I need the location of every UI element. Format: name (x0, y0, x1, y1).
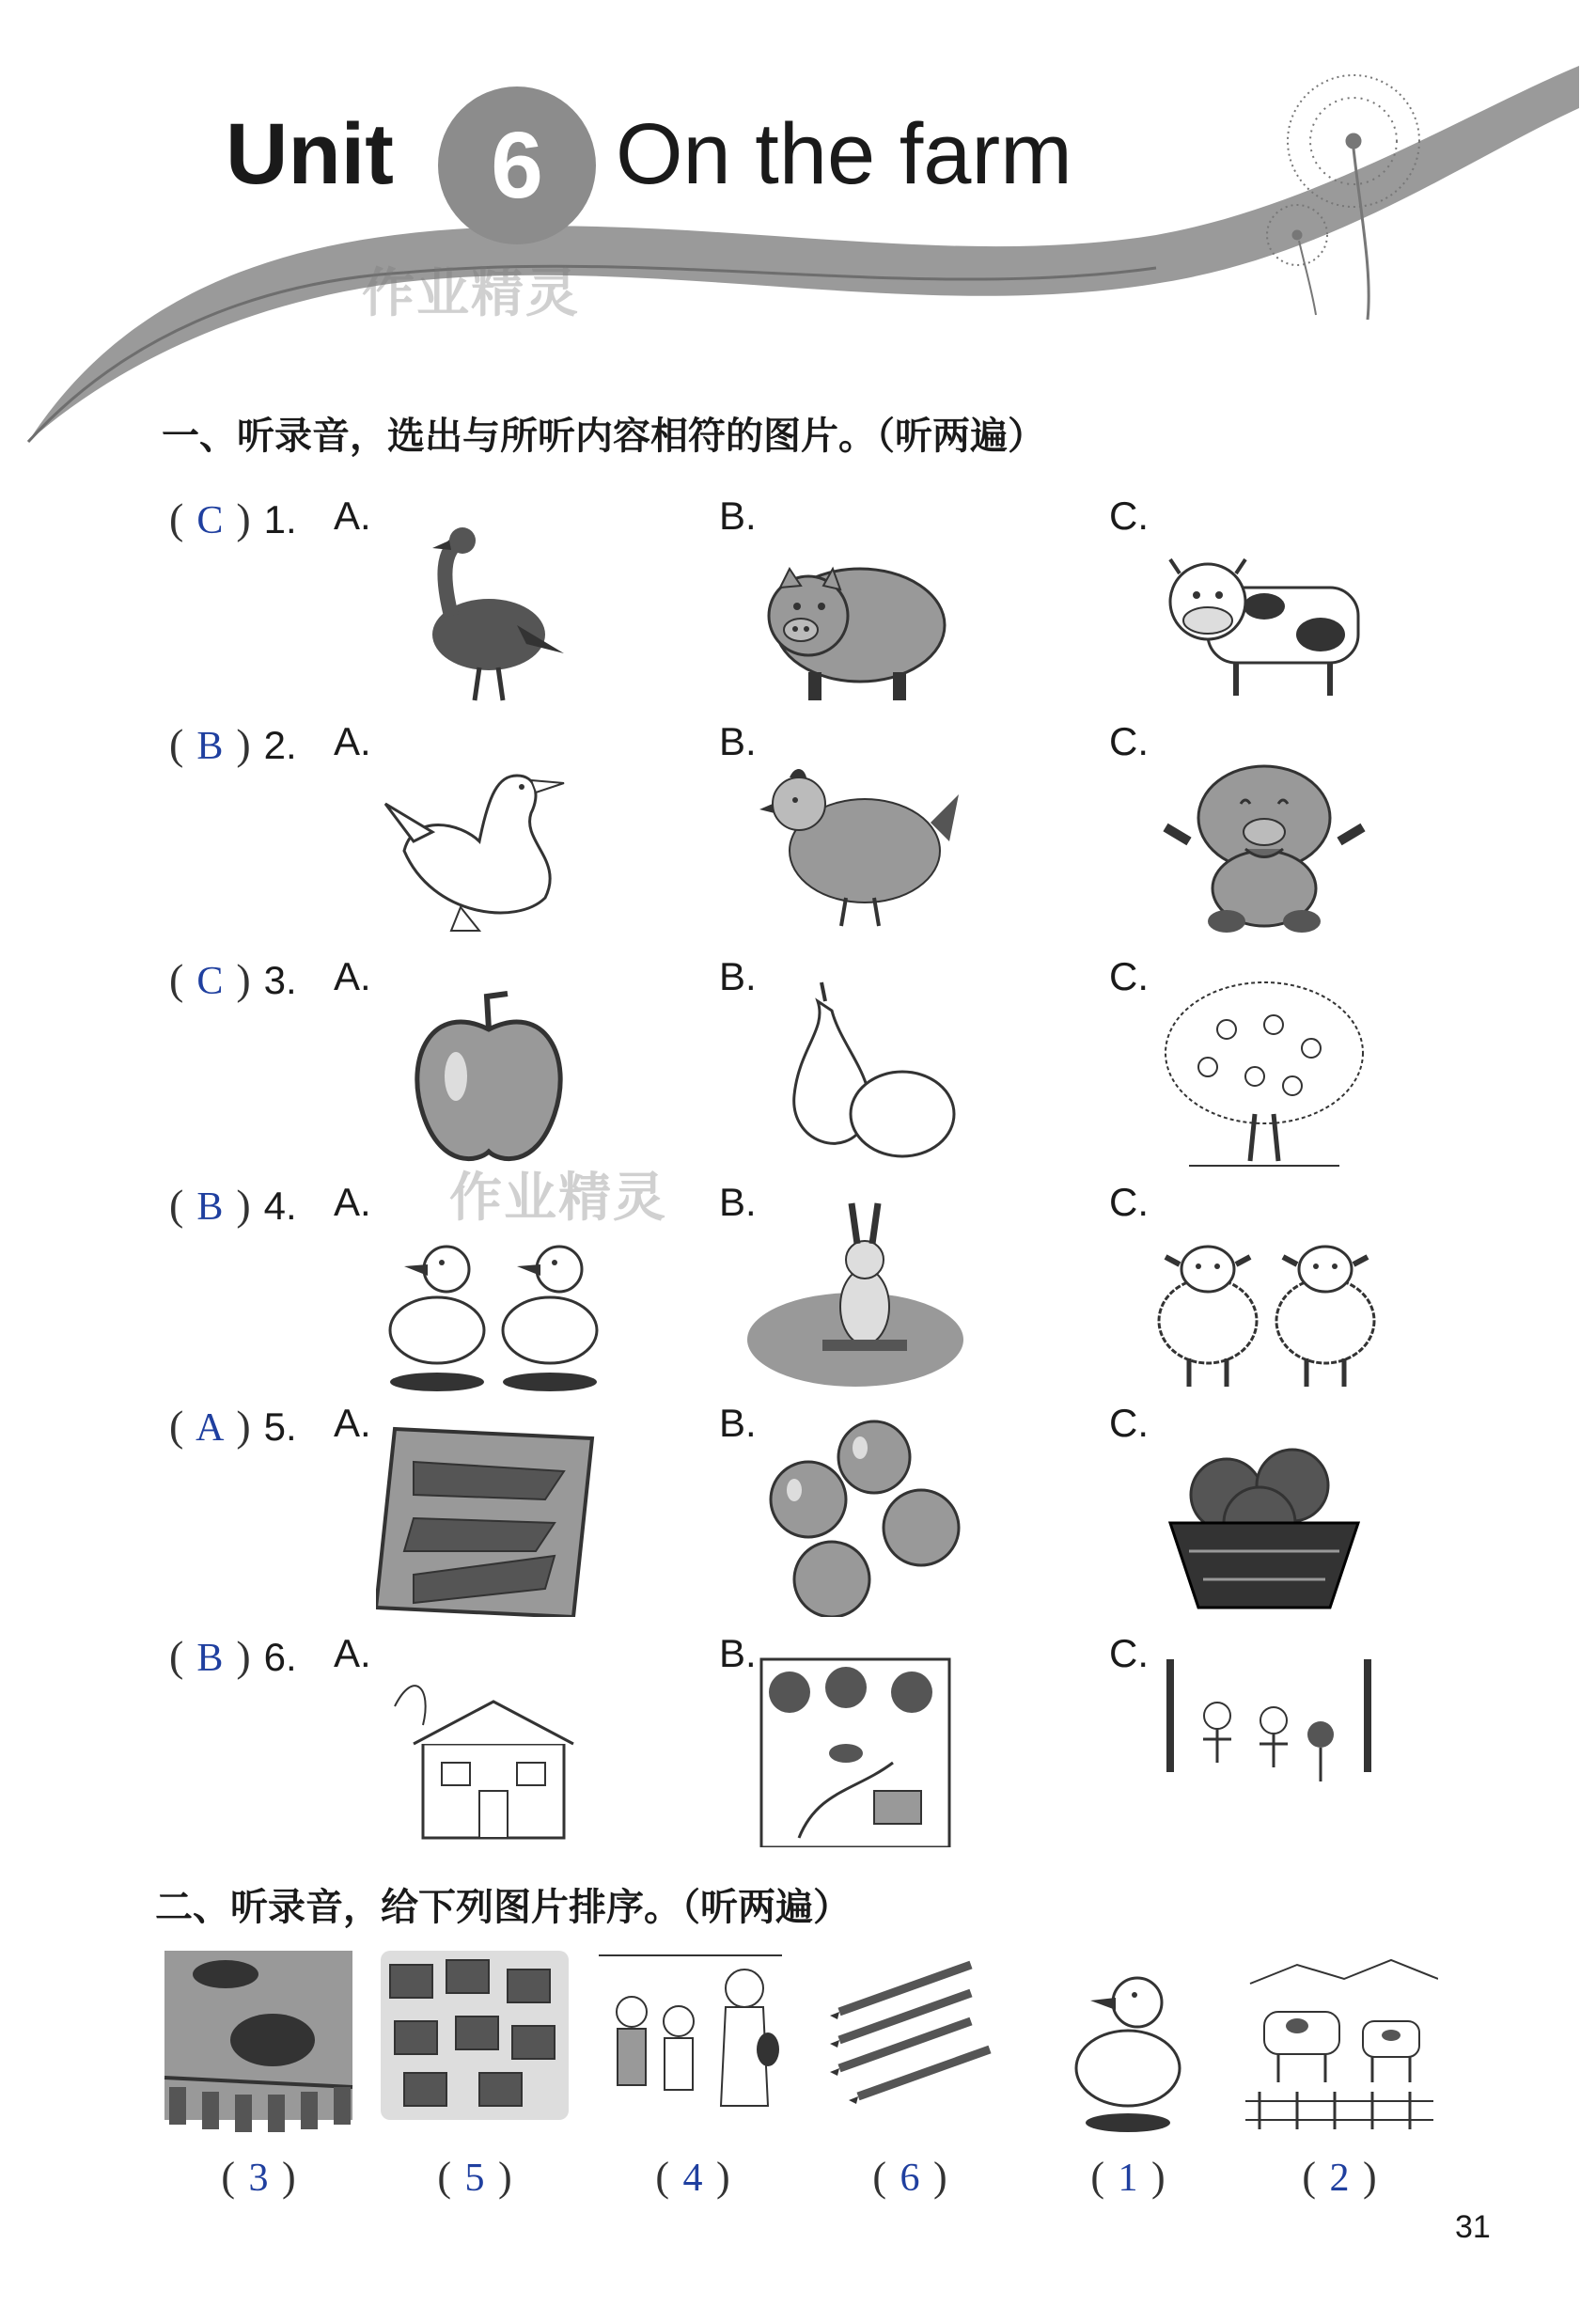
farm-icon (743, 1650, 968, 1847)
answer-blank[interactable]: C (196, 960, 224, 1003)
page-number: 31 (1455, 2209, 1491, 2245)
answer-blank[interactable]: C (196, 499, 224, 542)
question-prefix (169, 1180, 297, 1230)
question-prefix (169, 719, 297, 769)
question-number: 4. (263, 1184, 297, 1228)
carrots-icon (376, 1420, 602, 1617)
answer-blank[interactable]: B (196, 1185, 224, 1229)
option-picture[interactable] (1151, 1199, 1377, 1396)
open-paren: ( (169, 1181, 184, 1229)
open-paren: ( (169, 720, 184, 768)
option-picture[interactable] (743, 1199, 968, 1396)
option-letter: C. (1109, 1401, 1149, 1445)
answer-blank[interactable]: 4 (682, 2157, 703, 2200)
question-row (0, 1612, 1596, 1838)
open-paren: ( (221, 2154, 235, 2200)
goose-icon (376, 512, 602, 710)
pigs-pen-icon (160, 1946, 357, 2134)
answer-blank[interactable]: 2 (1329, 2157, 1350, 2200)
option-letter: A. (334, 1631, 371, 1675)
ordering-picture[interactable] (1241, 1946, 1438, 2138)
section2-heading: 二、听录音，给下列图片排序。（听两遍） (155, 1886, 851, 1929)
people-icon (594, 1946, 791, 2134)
close-paren: ) (1151, 2154, 1166, 2200)
option-picture[interactable] (376, 1199, 602, 1396)
close-paren: ) (716, 2154, 730, 2200)
option-picture[interactable] (1151, 512, 1377, 710)
question-row (0, 1161, 1596, 1387)
option-letter: B. (719, 719, 757, 763)
question-row (0, 935, 1596, 1161)
unit-label: Unit (226, 106, 394, 202)
piglet-icon (1151, 738, 1377, 935)
watermark: 作业精灵 (362, 263, 580, 324)
answer-blank[interactable]: 3 (248, 2157, 269, 2200)
option-picture[interactable] (743, 1420, 968, 1617)
question-number: 6. (263, 1635, 297, 1679)
tomatoes-icon (743, 1420, 968, 1617)
unit-number-badge: 6 (438, 86, 596, 244)
ordering-answer (1029, 2153, 1227, 2201)
apple-tree-icon (1151, 973, 1377, 1170)
open-paren: ( (169, 955, 184, 1003)
answer-blank[interactable]: 6 (900, 2157, 920, 2200)
ordering-answer (811, 2153, 1009, 2201)
question-row (0, 700, 1596, 926)
park-icon (1151, 1650, 1377, 1847)
ordering-picture[interactable] (811, 1946, 1009, 2138)
open-paren: ( (872, 2154, 886, 2200)
fruit-basket-icon (1151, 1420, 1377, 1617)
close-paren: ) (236, 1402, 251, 1450)
ordering-picture[interactable] (160, 1946, 357, 2138)
option-letter: C. (1109, 954, 1149, 998)
open-paren: ( (1090, 2154, 1104, 2200)
question-row (0, 1382, 1596, 1608)
school-icon (376, 1650, 602, 1847)
duck-icon (1029, 1946, 1227, 2134)
ordering-picture[interactable] (594, 1946, 791, 2138)
option-letter: C. (1109, 1180, 1149, 1224)
option-letter: A. (334, 1180, 371, 1224)
option-picture[interactable] (376, 512, 602, 710)
question-number: 3. (263, 958, 297, 1002)
answer-blank[interactable]: B (196, 725, 224, 768)
photos-icon (376, 1946, 573, 2134)
option-letter: C. (1109, 1631, 1149, 1675)
option-picture[interactable] (376, 973, 602, 1170)
option-letter: B. (719, 1401, 757, 1445)
goose-pair-icon (376, 738, 602, 935)
close-paren: ) (498, 2154, 512, 2200)
question-row (0, 475, 1596, 700)
watermark: 作业精灵 (449, 1168, 667, 1229)
option-picture[interactable] (1151, 1650, 1377, 1847)
option-letter: A. (334, 494, 371, 538)
option-letter: B. (719, 954, 757, 998)
ducks-icon (376, 1199, 602, 1396)
unit-title: On the farm (616, 106, 1072, 202)
option-picture[interactable] (743, 973, 968, 1170)
open-paren: ( (437, 2154, 451, 2200)
sheep-icon (1151, 1199, 1377, 1396)
hen-icon (743, 738, 968, 935)
ordering-answer (376, 2153, 573, 2201)
cow-icon (1151, 512, 1377, 710)
question-number: 5. (263, 1405, 297, 1449)
answer-blank[interactable]: B (196, 1637, 224, 1680)
option-picture[interactable] (1151, 973, 1377, 1170)
cows-field-icon (1241, 1946, 1438, 2134)
question-prefix (169, 1401, 297, 1451)
answer-blank[interactable]: A (196, 1406, 225, 1450)
close-paren: ) (933, 2154, 947, 2200)
question-number: 1. (263, 497, 297, 541)
answer-blank[interactable]: 5 (464, 2157, 485, 2200)
open-paren: ( (655, 2154, 669, 2200)
question-prefix (169, 494, 297, 543)
close-paren: ) (236, 494, 251, 542)
option-picture[interactable] (376, 738, 602, 935)
option-picture[interactable] (743, 1650, 968, 1847)
ordering-answer (1241, 2153, 1438, 2201)
close-paren: ) (282, 2154, 296, 2200)
close-paren: ) (236, 1632, 251, 1680)
option-picture[interactable] (1151, 1420, 1377, 1617)
pears-icon (743, 973, 968, 1170)
answer-blank[interactable]: 1 (1118, 2157, 1138, 2200)
apple-icon (376, 973, 602, 1170)
option-letter: B. (719, 1631, 757, 1675)
option-letter: A. (334, 1401, 371, 1445)
option-picture[interactable] (743, 738, 968, 935)
option-letter: C. (1109, 494, 1149, 538)
ordering-answer (594, 2153, 791, 2201)
open-paren: ( (169, 1402, 184, 1450)
option-letter: C. (1109, 719, 1149, 763)
pencils-icon (811, 1946, 1009, 2134)
header-banner (0, 0, 1596, 451)
open-paren: ( (1302, 2154, 1316, 2200)
question-prefix (169, 1631, 297, 1681)
open-paren: ( (169, 494, 184, 542)
option-picture[interactable] (743, 512, 968, 710)
option-letter: B. (719, 494, 757, 538)
option-picture[interactable] (376, 1420, 602, 1617)
option-letter: A. (334, 719, 371, 763)
question-number: 2. (263, 723, 297, 767)
question-prefix (169, 954, 297, 1004)
option-picture[interactable] (376, 1650, 602, 1847)
close-paren: ) (236, 955, 251, 1003)
ordering-picture[interactable] (376, 1946, 573, 2138)
open-paren: ( (169, 1632, 184, 1680)
close-paren: ) (236, 720, 251, 768)
option-letter: A. (334, 954, 371, 998)
ordering-picture[interactable] (1029, 1946, 1227, 2138)
option-picture[interactable] (1151, 738, 1377, 935)
close-paren: ) (1363, 2154, 1377, 2200)
pig-icon (743, 512, 968, 710)
option-letter: B. (719, 1180, 757, 1224)
section1-heading: 一、听录音，选出与所听内容相符的图片。（听两遍） (162, 415, 1045, 458)
ordering-answer (160, 2153, 357, 2201)
close-paren: ) (236, 1181, 251, 1229)
rabbit-icon (743, 1199, 968, 1396)
